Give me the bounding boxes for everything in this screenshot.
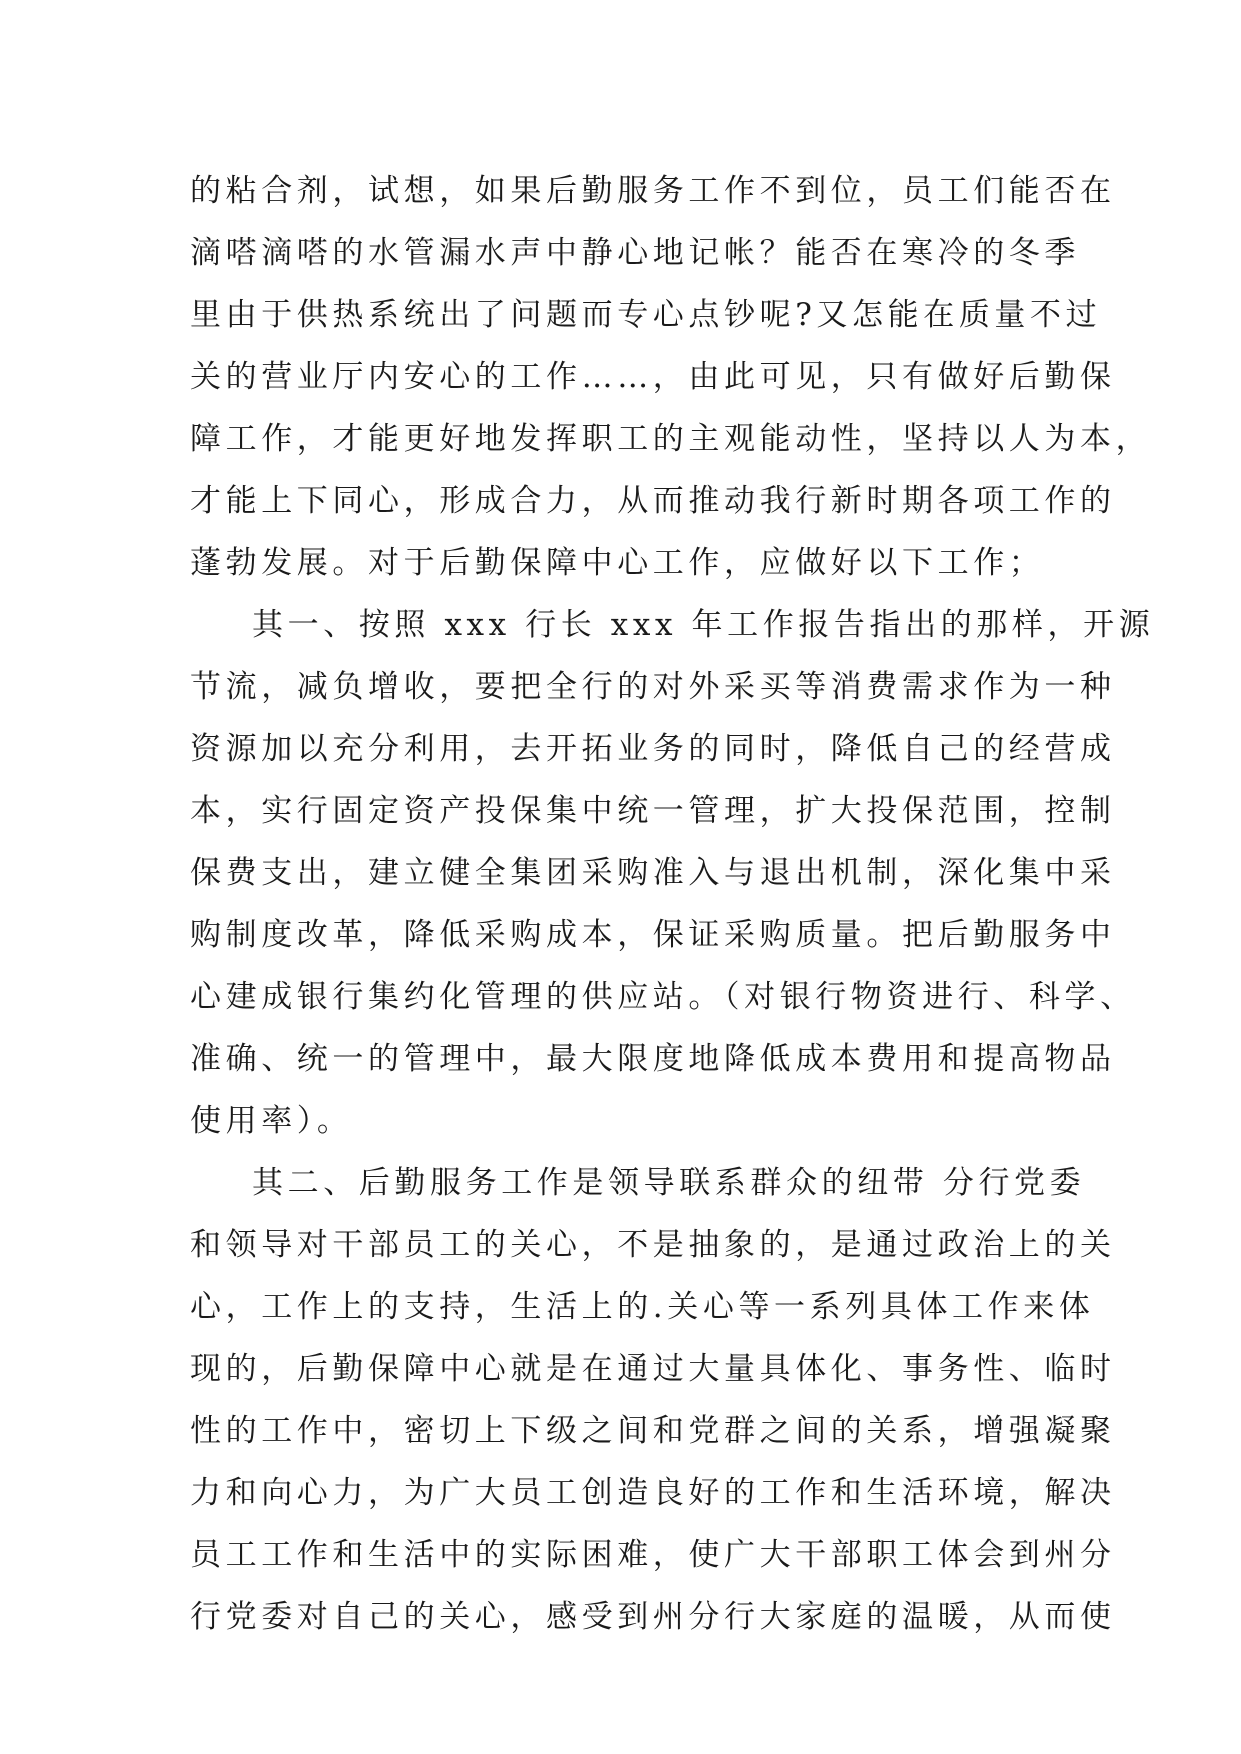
text-line: 的粘合剂，试想，如果后勤服务工作不到位，员工们能否在 [190,173,1116,209]
text-line: 本，实行固定资产投保集中统一管理，扩大投保范围，控制 [190,793,1116,829]
body-text [190,160,1155,1648]
text-line: 关的营业厅内安心的工作……，由此可见，只有做好后勤保 [190,359,1116,395]
text-line: 保费支出，建立健全集团采购准入与退出机制，深化集中采 [190,855,1116,891]
text-line: 使用率）。 [190,1103,353,1139]
text-line: 和领导对干部员工的关心，不是抽象的，是通过政治上的关 [190,1227,1116,1263]
text-line: 购制度改革，降低采购成本，保证采购质量。把后勤服务中 [190,917,1116,953]
text-line: 性的工作中，密切上下级之间和党群之间的关系，增强凝聚 [190,1413,1116,1449]
text-line: 其二、后勤服务工作是领导联系群众的纽带 分行党委 [252,1165,1086,1201]
text-line: 资源加以充分利用，去开拓业务的同时，降低自己的经营成 [190,731,1116,767]
text-line: 障工作，才能更好地发挥职工的主观能动性，坚持以人为本， [190,421,1152,457]
text-line: 滴嗒滴嗒的水管漏水声中静心地记帐？能否在寒冷的冬季 [190,235,1080,271]
text-line: 准确、统一的管理中，最大限度地降低成本费用和提高物品 [190,1041,1116,1077]
text-line: 现的，后勤保障中心就是在通过大量具体化、事务性、临时 [190,1351,1116,1387]
text-line: 蓬勃发展。对于后勤保障中心工作，应做好以下工作； [190,545,1045,581]
text-line: 心建成银行集约化管理的供应站。（对银行物资进行、科学、 [190,979,1136,1015]
text-line: 才能上下同心，形成合力，从而推动我行新时期各项工作的 [190,483,1116,519]
text-line: 节流，减负增收，要把全行的对外采买等消费需求作为一种 [190,669,1116,705]
text-line: 里由于供热系统出了问题而专心点钞呢?又怎能在质量不过 [190,297,1102,333]
text-line: 员工工作和生活中的实际困难，使广大干部职工体会到州分 [190,1537,1116,1573]
text-line: 其一、按照 xxx 行长 xxx 年工作报告指出的那样，开源 [252,607,1155,643]
text-line: 行党委对自己的关心，感受到州分行大家庭的温暖，从而使 [190,1599,1116,1635]
text-line: 心，工作上的支持，生活上的.关心等一系列具体工作来体 [190,1289,1095,1325]
text-line: 力和向心力，为广大员工创造良好的工作和生活环境，解决 [190,1475,1116,1511]
